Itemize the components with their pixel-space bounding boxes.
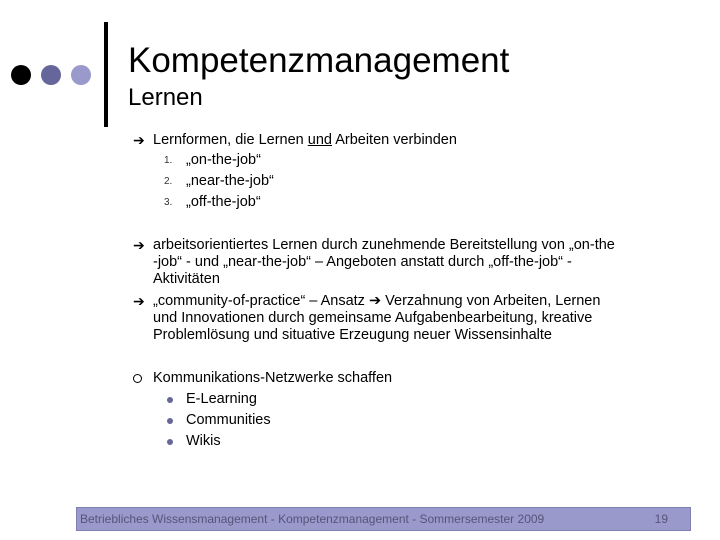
footer-bar [76,507,691,531]
list-item: „near-the-job“ [186,173,274,189]
dot-bullet-icon [167,418,173,424]
list-item: „off-the-job“ [186,194,261,210]
slide-title: Kompetenzmanagement [128,41,510,80]
paragraph-line: Problemlösung und situative Erzeugung neuer Wissensinhalte [153,327,552,343]
list-number: 2. [164,176,173,187]
list-item: Wikis [186,433,221,449]
section-4-heading: Kommunikations-Netzwerke schaffen [153,370,393,386]
decor-dot-2 [41,65,61,85]
decor-dot-1 [11,65,31,85]
arrow-bullet-icon: ➔ [133,293,145,309]
title-divider [104,22,108,127]
dot-bullet-icon [167,439,173,445]
dot-bullet-icon [167,397,173,403]
paragraph-line: -job“ - und „near-the-job“ – Angeboten anstatt durch „off-the-job“ - [153,254,572,270]
page-number: 19 [654,512,668,526]
section-1-heading: Lernformen, die Lernen und Arbeiten verbinden [153,132,457,148]
arrow-bullet-icon: ➔ [133,132,145,148]
paragraph-line: arbeitsorientiertes Lernen durch zunehmende Bereitstellung von „on-the [153,237,615,253]
circle-bullet-icon [133,374,142,383]
paragraph-line: „community-of-practice“ – Ansatz ➔ Verzahnung von Arbeiten, Lernen [153,293,601,309]
slide-subtitle: Lernen [128,84,203,111]
paragraph-line: und Innovationen durch gemeinsame Aufgabenbearbeitung, kreative [153,310,593,326]
footer-text: Betriebliches Wissensmanagement - Kompetenzmanagement - Sommersemester 2009 [80,512,545,526]
decor-dot-3 [71,65,91,85]
paragraph-line: Aktivitäten [153,271,220,287]
arrow-icon: ➔ [368,293,382,309]
list-item: „on-the-job“ [186,152,261,168]
list-number: 3. [164,197,173,208]
arrow-bullet-icon: ➔ [133,237,145,253]
list-item: Communities [186,412,271,428]
list-number: 1. [164,155,173,166]
list-item: E-Learning [186,391,257,407]
